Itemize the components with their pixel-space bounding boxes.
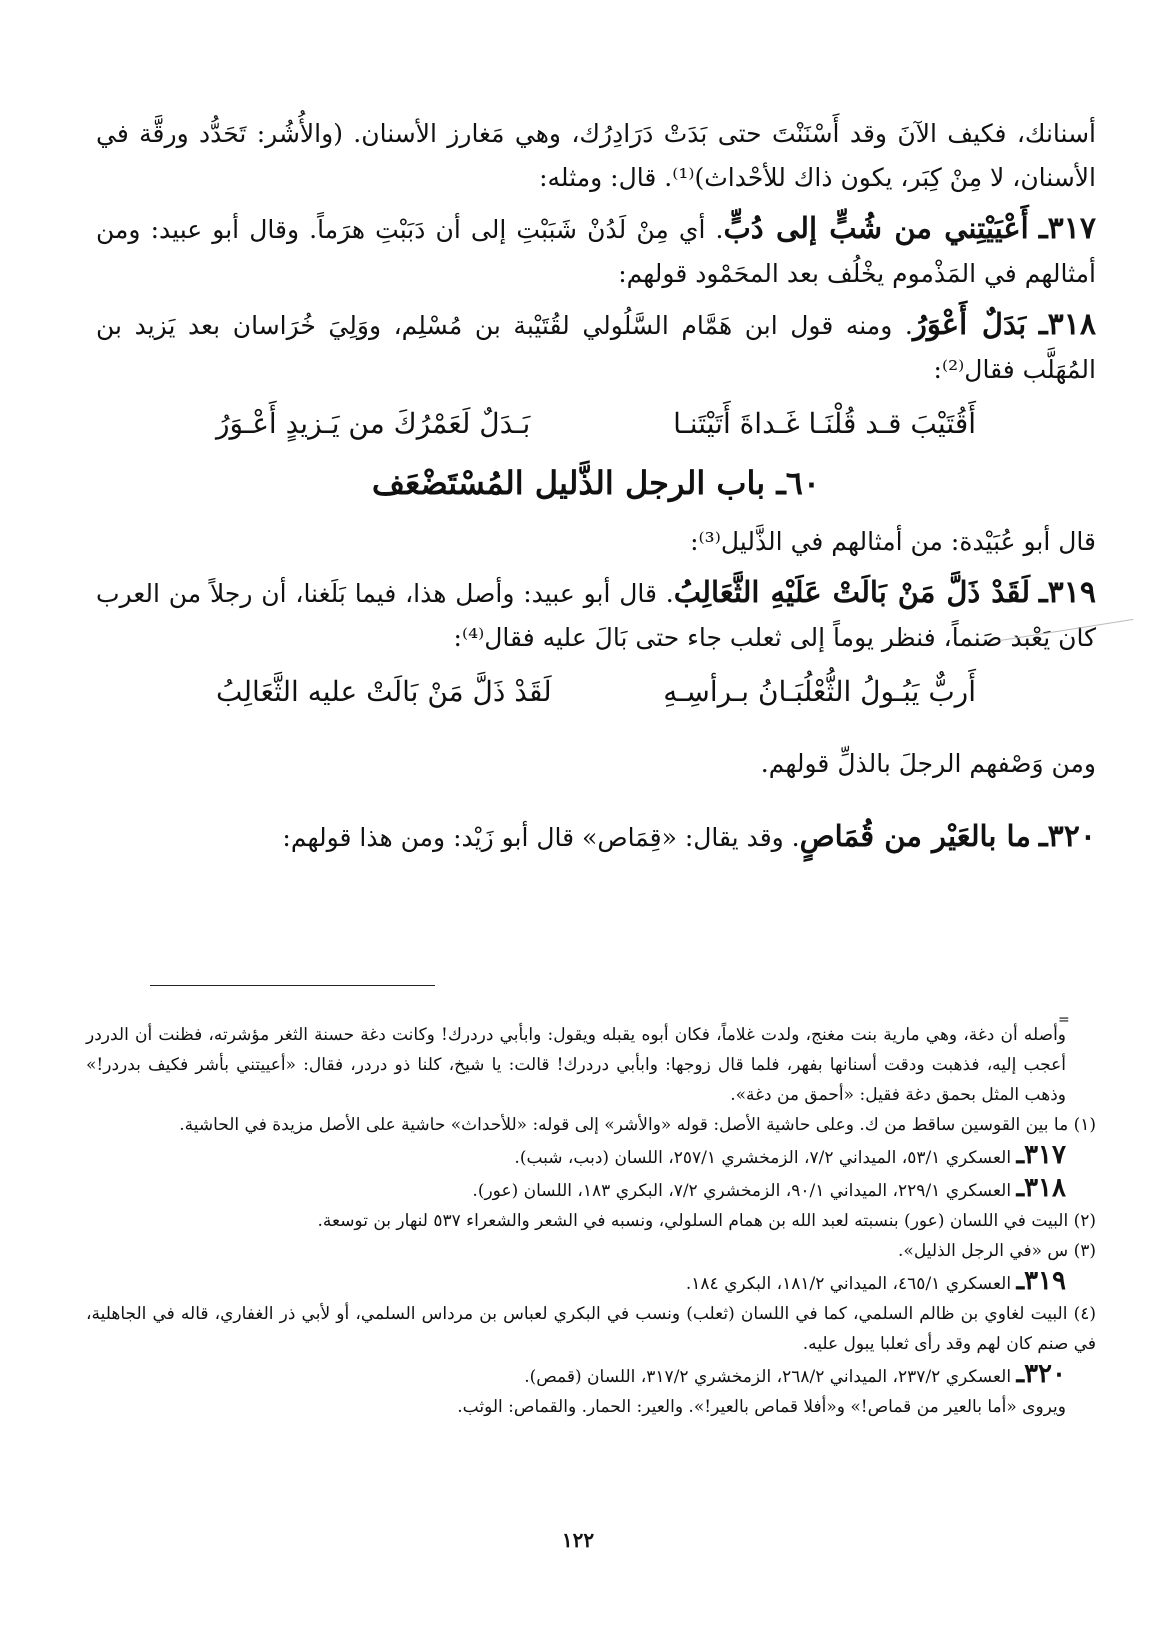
verse-first-hemistich: أَربٌّ يَبُـولُ الثُّعْلُبَـانُ بـرأسِـهِ bbox=[663, 675, 976, 708]
note-320: ويروى «أما بالعير من قماص!» و«أفلا قماص بالعير!». والعير: الحمار. والقماص: الوثب. bbox=[457, 1397, 1066, 1417]
paragraph-after-verse: ومن وَصْفهم الرجلَ بالذلِّ قولهم. bbox=[760, 749, 1096, 778]
footnote-3: (٣) س «في الرجل الذليل». bbox=[898, 1241, 1096, 1261]
source-number: ٣٢٠ـ bbox=[1016, 1359, 1066, 1389]
footnote-1: (١) ما بين القوسين ساقط من ك. وعلى حاشية الأصل: قوله «والأشر» إلى قوله: «للأحداث» حاشية على الأصل مزيدة في الحاشية. bbox=[179, 1115, 1096, 1135]
main-text bbox=[96, 112, 1096, 866]
proverb: أَعْيَيْتِني من شُبٍّ إلى دُبٍّ bbox=[723, 211, 1029, 245]
verse-second-hemistich: بَـدَلٌ لَعَمْرُكَ من يَـزيدٍ أَعْـوَرُ bbox=[216, 407, 531, 440]
entry-320 bbox=[96, 814, 1096, 860]
source-317 bbox=[86, 1140, 1096, 1173]
source-320 bbox=[86, 1359, 1096, 1392]
entry-text: . ومنه قول ابن هَمَّام السَّلُولي لقُتَيْبة بن مُسْلِم، ووَلِيَ خُرَاسان بعد يَزيد بن المُهَلَّب فقال⁽²⁾: bbox=[96, 311, 1096, 384]
chapter-intro: قال أبو عُبَيْدة: من أمثالهم في الذَّليل⁽³⁾: bbox=[690, 527, 1096, 556]
entry-number: ٣٢٠ـ bbox=[1038, 819, 1096, 854]
source-number: ٣١٨ـ bbox=[1016, 1173, 1066, 1203]
source-text: العسكري ٢٣٧/٢، الميداني ٢٦٨/٢، الزمخشري ٣١٧/٢، اللسان (قمص). bbox=[524, 1367, 1012, 1387]
entry-number: ٣١٩ـ bbox=[1038, 575, 1096, 610]
proverb: ما بالعَيْر من قُمَاصٍ bbox=[799, 819, 1031, 853]
source-319 bbox=[86, 1266, 1096, 1299]
verse-2 bbox=[216, 670, 976, 714]
chapter-heading: ٦٠ـ باب الرجل الذَّليل المُسْتَضْعَف bbox=[371, 464, 821, 502]
entry-text: . وقد يقال: «قِمَاص» قال أبو زَيْد: ومن هذا قولهم: bbox=[282, 823, 800, 852]
page-number: ١٢٢ bbox=[561, 1528, 595, 1552]
verse-second-hemistich: لَقَدْ ذَلَّ مَنْ بَالَتْ عليه الثَّعَالِبُ bbox=[216, 675, 552, 708]
source-number: ٣١٧ـ bbox=[1016, 1140, 1066, 1170]
paragraph-continuation: أسنانك، فكيف الآنَ وقد أَسْنَنْتَ حتى بَدَتْ دَرَادِرُك، وهي مَغارز الأسنان. (والأُشُر: تَحَدُّد ورقَّة في الأسنان، لا مِنْ كِبَر، يكون ذاك للأحْداث)⁽¹⁾. قال: ومثله: bbox=[96, 119, 1096, 192]
footnote-4: (٤) البيت لغاوي بن ظالم السلمي، كما في اللسان (ثعلب) ونسب في البكري لعباس بن مرداس السلمي، أو لأبي ذر الغفاري، قاله في الجاهلية، في صنم كان لهم وقد رأى ثعلبا يبول عليه. bbox=[86, 1304, 1096, 1354]
entry-number: ٣١٧ـ bbox=[1038, 211, 1096, 246]
entry-318 bbox=[96, 302, 1096, 392]
entry-text: . أي مِنْ لَدُنْ شَبَبْتِ إلى أن دَبَبْتِ هرَماً. وقال أبو عبيد: ومن أمثالهم في المَذْموم يخْلُف بعد المحَمْود قولهم: bbox=[96, 215, 1096, 288]
verse-1 bbox=[216, 402, 976, 446]
entry-317 bbox=[96, 206, 1096, 296]
footnote-2: (٢) البيت في اللسان (عور) بنسبته لعبد الله بن همام السلولي، ونسبه في الشعر والشعراء ٥٣٧ لنهار بن توسعة. bbox=[317, 1211, 1096, 1231]
verse-first-hemistich: أَقُتَيْبَ قـد قُلْنَـا غَـداةَ أَتَيْتَنـا bbox=[673, 407, 976, 440]
entry-number: ٣١٨ـ bbox=[1038, 307, 1096, 342]
source-318 bbox=[86, 1173, 1096, 1206]
entry-319 bbox=[96, 570, 1096, 660]
source-text: العسكري ٤٦٥/١، الميداني ١٨١/٢، البكري ١٨٤. bbox=[685, 1274, 1012, 1294]
footnote-continuation: وأصله أن دغة، وهي مارية بنت مغنج، ولدت غلاماً، فكان أبوه يقبله ويقول: وابأبي دردرك! وكانت دغة حسنة الثغر مؤشرته، فظنت أن الدردر أعجب إليه، فذهبت ودقت أسنانها بفهر، فلما قال زوجها: وابأبي دردرك! قالت: يا شيخ، كلنا ذو دردر، فقال: «أعييتني بأشر فكيف بدردر!» وذهب المثل بحمق دغة فقيل: «أحمق من دغة». bbox=[86, 1025, 1066, 1105]
continuation-mark: = bbox=[1058, 1012, 1070, 1028]
source-text: العسكري ٥٣/١، الميداني ٧/٢، الزمخشري ٢٥٧/١، اللسان (دبب، شبب). bbox=[514, 1148, 1012, 1168]
footnote-separator bbox=[150, 985, 435, 986]
footnotes bbox=[86, 1020, 1096, 1422]
source-text: العسكري ٢٢٩/١، الميداني ٩٠/١، الزمخشري ٧/٢، البكري ١٨٣، اللسان (عور). bbox=[472, 1181, 1012, 1201]
proverb: بَدَلٌ أَعْوَرُ bbox=[912, 307, 1027, 341]
proverb: لَقَدْ ذَلَّ مَنْ بَالَتْ عَلَيْهِ الثَّعَالِبُ bbox=[673, 575, 1031, 609]
source-number: ٣١٩ـ bbox=[1016, 1266, 1066, 1296]
entry-text: . قال أبو عبيد: وأصل هذا، فيما بَلَغنا، أن رجلاً من العرب كان يَعْبد صَنماً، فنظر يوماً إلى ثعلب جاء حتى بَالَ عليه فقال⁽⁴⁾: bbox=[96, 579, 1096, 652]
